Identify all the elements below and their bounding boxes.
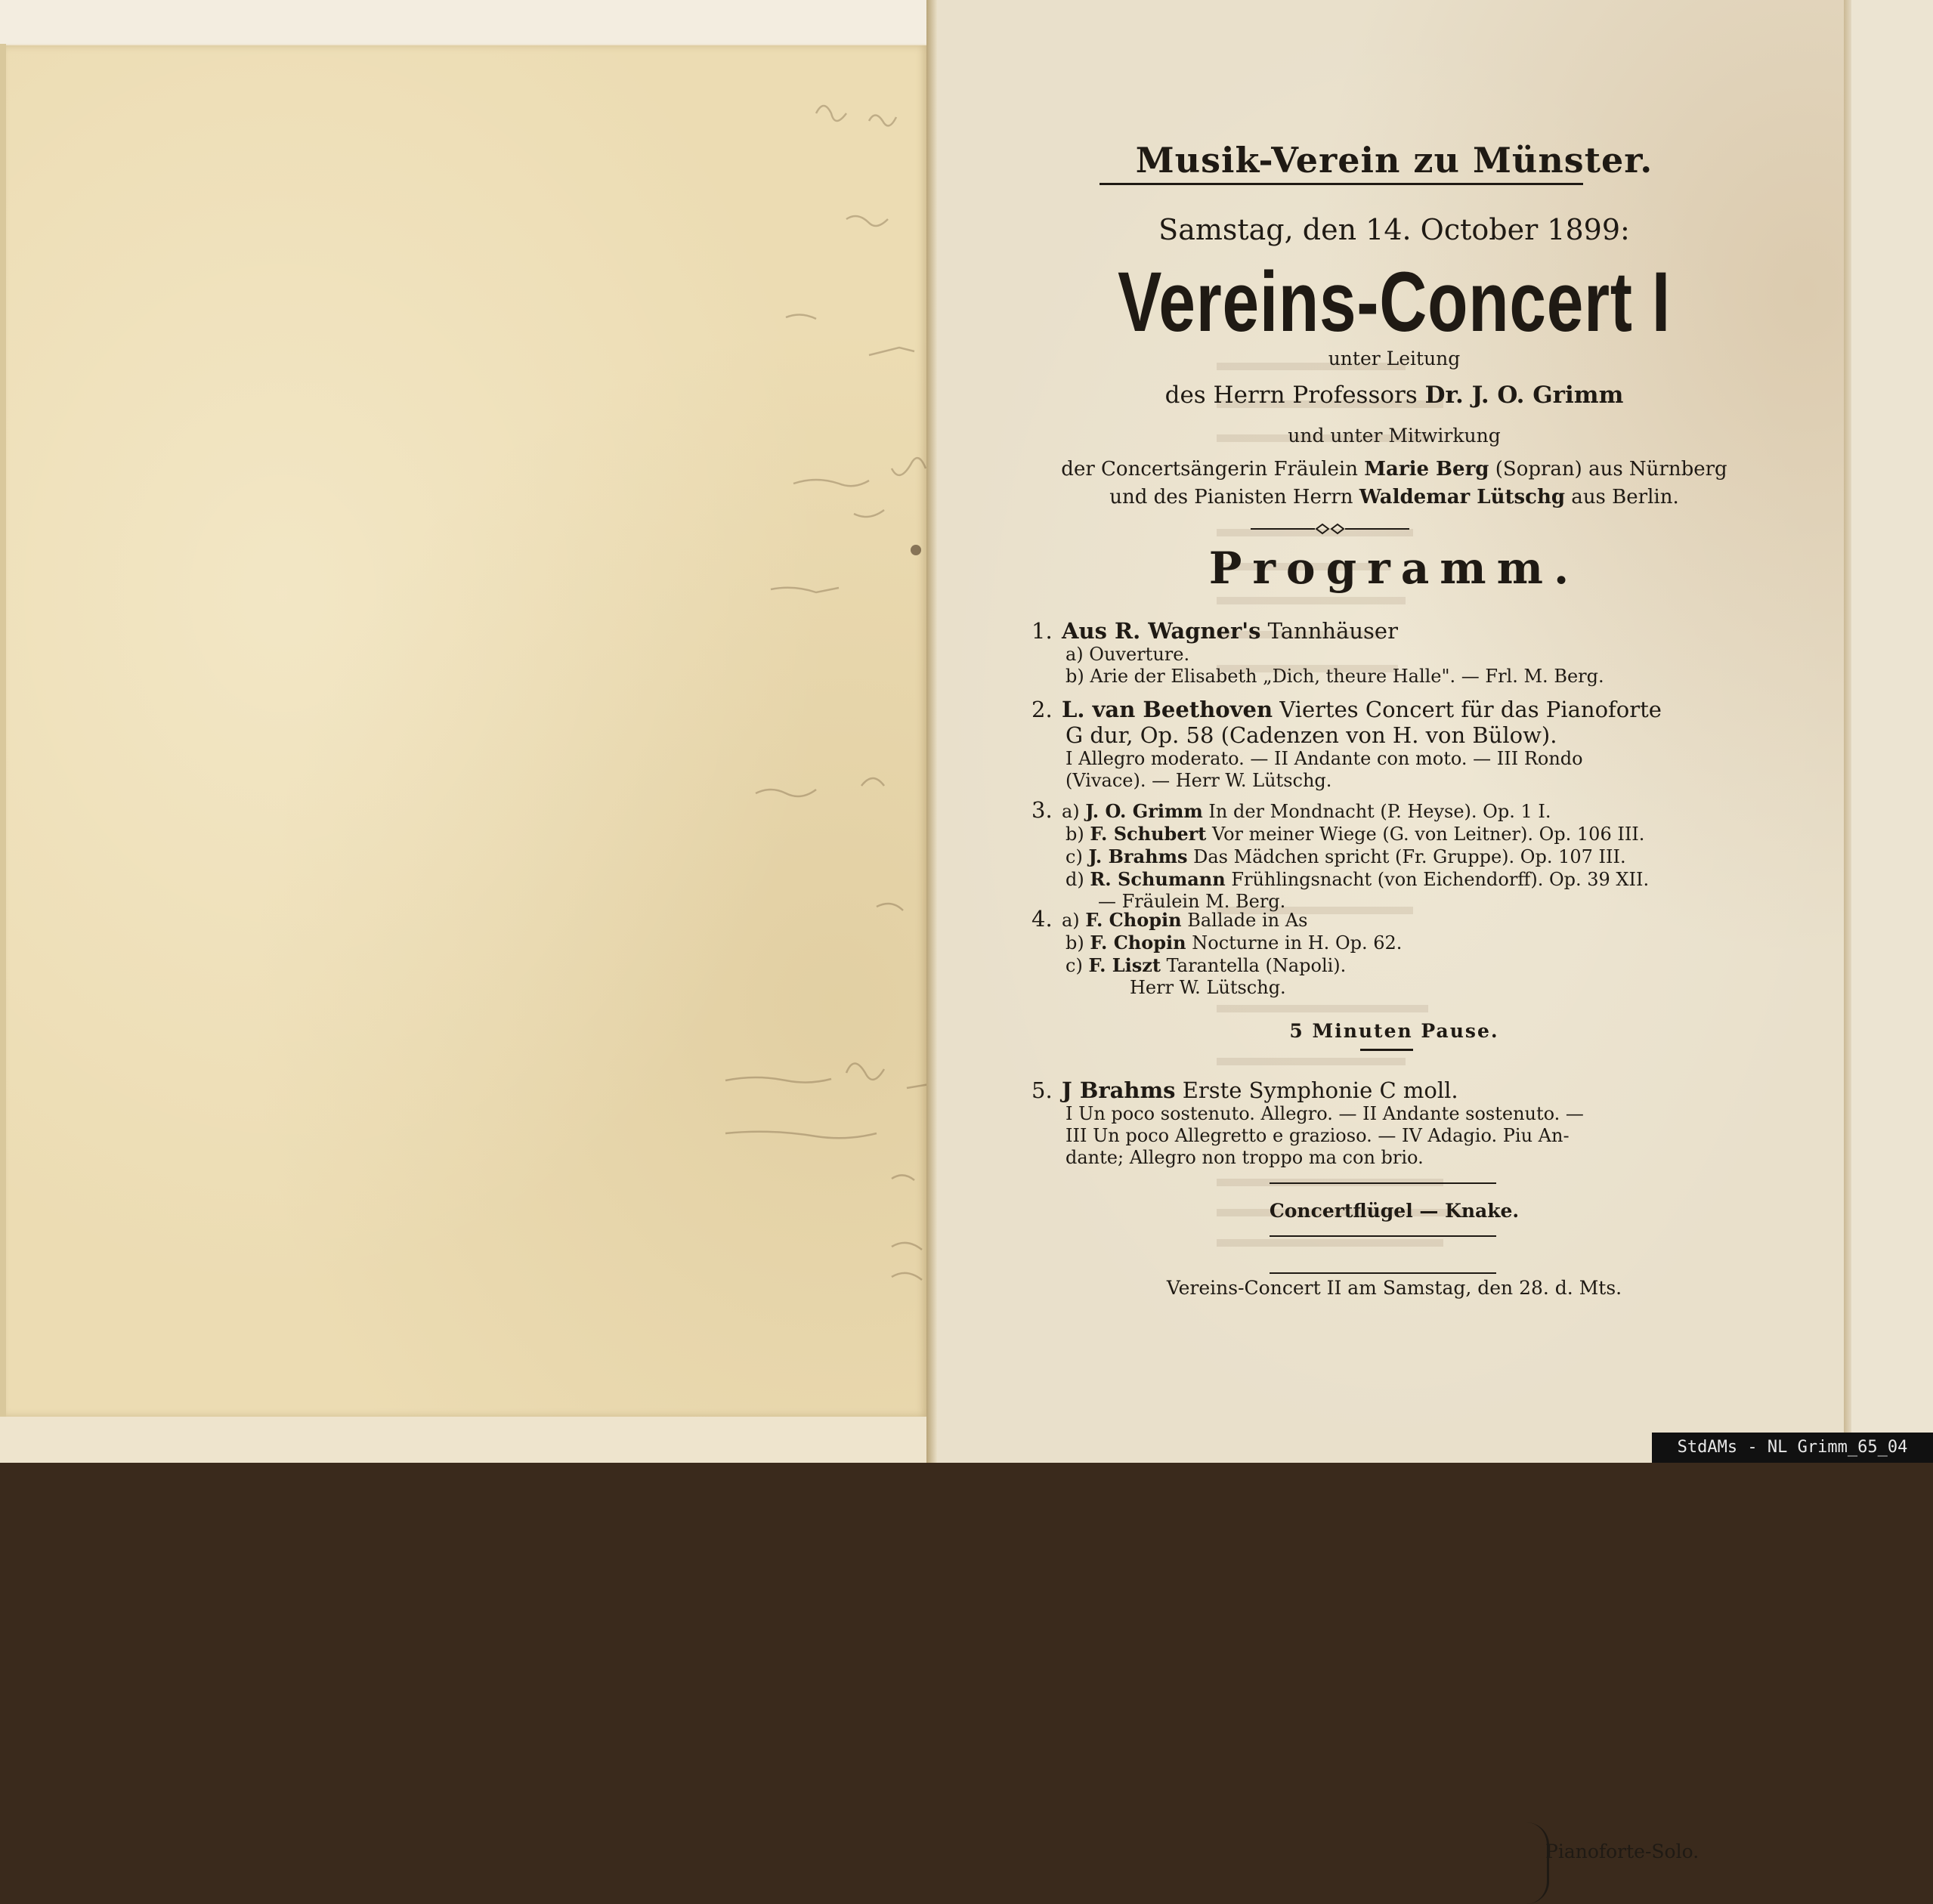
line-work: Nocturne in H. Op. 62. [1186, 932, 1403, 954]
item-performer: — Fräulein M. Berg. [1098, 891, 1286, 912]
item-sub: dante; Allegro non troppo ma con brio. [1065, 1147, 1424, 1168]
line-work: Vor meiner Wiege (G. von Leitner). Op. 106 III. [1206, 824, 1645, 845]
next-concert-notice: Vereins-Concert II am Samstag, den 28. d. Mts. [1166, 1277, 1622, 1299]
line-composer: R. Schumann [1090, 868, 1226, 890]
line-composer: F. Chopin [1085, 909, 1182, 931]
line-label: c) [1065, 846, 1089, 867]
line-composer: F. Liszt [1088, 954, 1161, 976]
soloist-line-2 [937, 486, 1851, 508]
item-composer: Aus R. Wagner's [1062, 618, 1261, 644]
brace-label: Pianoforte-Solo. [1545, 1841, 1699, 1862]
intermission-underline [1360, 1049, 1413, 1051]
line-composer: J. O. Grimm [1085, 800, 1203, 822]
soloist1-name: Marie Berg [1364, 458, 1489, 481]
programme-document [937, 0, 1851, 1862]
line-composer: J. Brahms [1088, 845, 1188, 867]
soloist2-prefix: und des Pianisten Herrn [1109, 486, 1359, 508]
concert-date: Samstag, den 14. October 1899: [1158, 213, 1630, 246]
soloist1-prefix: der Concertsängerin Fräulein [1061, 458, 1365, 481]
item-composer: L. van Beethoven [1062, 697, 1273, 722]
concert-title: Vereins-Concert I [1118, 255, 1671, 349]
programme-item-1 [1031, 618, 1795, 688]
header-rule [1099, 183, 1583, 185]
programme-item-2 [1031, 697, 1795, 792]
item-number: 3. [1031, 797, 1053, 823]
item-number: 5. [1031, 1077, 1053, 1103]
item-work: Erste Symphonie C moll. [1175, 1077, 1458, 1103]
instrument-credit: Concertflügel — Knake. [1269, 1200, 1520, 1222]
line-composer: F. Schubert [1090, 823, 1207, 845]
right-margin-strip [1851, 0, 1933, 1463]
archive-stamp: StdAMs - NL Grimm_65_04 [1652, 1433, 1933, 1463]
line-composer: F. Chopin [1090, 932, 1186, 954]
line-label: a) [1062, 910, 1086, 931]
item-work-line2: G dur, Op. 58 (Cadenzen von H. von Bülow). [1065, 722, 1557, 748]
item-work: Tannhäuser [1260, 618, 1398, 644]
item-sub: III Un poco Allegretto e grazioso. — IV Adagio. Piu An- [1065, 1125, 1570, 1146]
item-sub: I Un poco sostenuto. Allegro. — II Andante sostenuto. — [1065, 1103, 1584, 1124]
programme-item-5 [1031, 1077, 1795, 1169]
line-label: b) [1065, 932, 1090, 954]
ornament-divider [1251, 523, 1409, 535]
item-work: Viertes Concert für das Pianoforte [1273, 697, 1662, 722]
programme-item-3 [1031, 799, 1795, 913]
item-performer: Herr W. Lütschg. [1130, 977, 1286, 998]
soloist2-name: Waldemar Lütschg [1359, 486, 1566, 508]
divider-rule [1270, 1182, 1496, 1184]
soloist2-suffix: aus Berlin. [1565, 486, 1679, 508]
intermission-line: 5 Minuten Pause. [1289, 1020, 1499, 1042]
line-label: b) [1065, 824, 1090, 845]
programme-heading: Programm. [1208, 542, 1580, 594]
item-sub: I Allegro moderato. — II Andante con moto. — III Rondo [1065, 748, 1583, 769]
line-work: Das Mädchen spricht (Fr. Gruppe). Op. 107 III. [1187, 846, 1626, 867]
item-sub: b) Arie der Elisabeth „Dich, theure Halle". — Frl. M. Berg. [1065, 666, 1604, 687]
page-gutter-shadow [926, 0, 937, 1463]
item-composer: J Brahms [1062, 1077, 1176, 1103]
line-work: Frühlingsnacht (von Eichendorff). Op. 39 XII. [1225, 869, 1650, 890]
conductor-prefix: des Herrn Professors [1164, 382, 1425, 409]
pencil-marks-decoration [0, 0, 937, 1463]
conductor-name: Dr. J. O. Grimm [1424, 382, 1624, 409]
divider-rule [1270, 1272, 1496, 1274]
mitwirkung-line: und unter Mitwirkung [1288, 425, 1501, 447]
line-label: d) [1065, 869, 1090, 890]
society-header: Musik-Verein zu Münster. [1135, 140, 1653, 181]
line-work: In der Mondnacht (P. Heyse). Op. 1 I. [1202, 801, 1551, 822]
line-label: c) [1065, 955, 1089, 976]
line-work: Ballade in As [1181, 910, 1308, 931]
leitung-line: unter Leitung [1328, 348, 1461, 369]
item-number: 1. [1031, 618, 1053, 644]
soloist1-suffix: (Sopran) aus Nürnberg [1489, 458, 1727, 481]
line-work: Tarantella (Napoli). [1161, 955, 1347, 976]
item-number: 4. [1031, 906, 1053, 932]
item-number: 2. [1031, 697, 1053, 722]
item-sub: a) Ouverture. [1065, 644, 1190, 665]
item-sub: (Vivace). — Herr W. Lütschg. [1065, 770, 1332, 791]
divider-rule [1270, 1235, 1496, 1237]
soloist-line-1 [937, 458, 1851, 481]
line-label: a) [1062, 801, 1086, 822]
conductor-line [937, 382, 1851, 409]
